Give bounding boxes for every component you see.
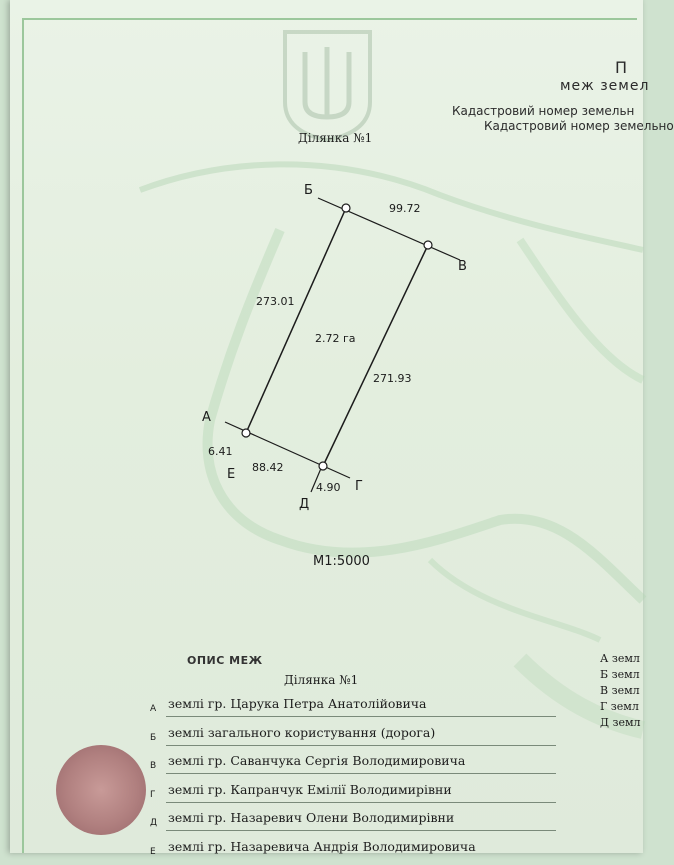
boundary-letter: Б (150, 733, 156, 743)
legend (600, 651, 641, 731)
cadastral-number-label-1: Кадастровий номер земельн (452, 104, 634, 118)
boundary-description-list (150, 694, 560, 865)
point-label-e: Е (227, 467, 235, 482)
parcel-side-v-g (323, 245, 428, 466)
underline (166, 745, 556, 746)
boundary-description: землі гр. Назаревича Андрія Володимировича (168, 839, 476, 854)
boundaries-section-title: ОПИС МЕЖ (187, 654, 263, 667)
boundary-letter: Г (150, 790, 156, 800)
point-label-d: Д (299, 497, 309, 512)
list-item (150, 694, 560, 723)
list-item (150, 837, 560, 865)
vertex-g (319, 462, 327, 470)
underline (166, 830, 556, 831)
distance-b-v: 99.72 (389, 202, 421, 215)
title-letter: П (615, 58, 628, 77)
legend-item: Б земл (600, 667, 641, 683)
list-item (150, 723, 560, 752)
point-label-b: Б (304, 183, 313, 198)
boundary-letter: В (150, 761, 156, 771)
title-line2: меж земел (560, 78, 649, 94)
vertex-a (242, 429, 250, 437)
list-item (150, 808, 560, 837)
boundary-description: землі гр. Назаревич Олени Володимирівни (168, 810, 454, 825)
boundaries-parcel-title: Ділянка №1 (284, 673, 358, 687)
point-label-a: А (202, 410, 211, 425)
distance-a-b: 273.01 (256, 295, 295, 308)
boundary-description: землі гр. Саванчука Сергія Володимировича (168, 753, 465, 768)
underline (166, 716, 556, 717)
boundary-description: землі гр. Капранчук Емілії Володимирівни (168, 782, 452, 797)
cadastral-number-label-2: Кадастровий номер земельно (484, 119, 674, 133)
distance-e-d: 88.42 (252, 461, 284, 474)
distance-v-g: 271.93 (373, 372, 412, 385)
distance-e-a: 6.41 (208, 445, 233, 458)
plan-parcel-title: Ділянка №1 (298, 131, 372, 145)
boundary-letter: Д (150, 818, 157, 828)
list-item (150, 751, 560, 780)
legend-item: А земл (600, 651, 641, 667)
boundary-description: землі гр. Царука Петра Анатолійовича (168, 696, 427, 711)
underline (166, 773, 556, 774)
hologram-stamp-icon (56, 745, 146, 835)
parcel-area-label: 2.72 га (315, 332, 356, 345)
scale-label: М1:5000 (313, 554, 370, 569)
legend-item: Д земл (600, 715, 641, 731)
parcel-side-a-b (246, 208, 346, 433)
point-label-v: В (458, 259, 467, 274)
list-item (150, 780, 560, 809)
legend-item: В земл (600, 683, 641, 699)
boundary-letter: А (150, 704, 156, 714)
vertex-v (424, 241, 432, 249)
boundary-letter: Е (150, 847, 156, 857)
underline (166, 802, 556, 803)
distance-d-g: 4.90 (316, 481, 341, 494)
point-label-g: Г (355, 479, 363, 494)
legend-item: Г земл (600, 699, 641, 715)
boundary-description: землі загального користування (дорога) (168, 725, 435, 740)
vertex-b (342, 204, 350, 212)
